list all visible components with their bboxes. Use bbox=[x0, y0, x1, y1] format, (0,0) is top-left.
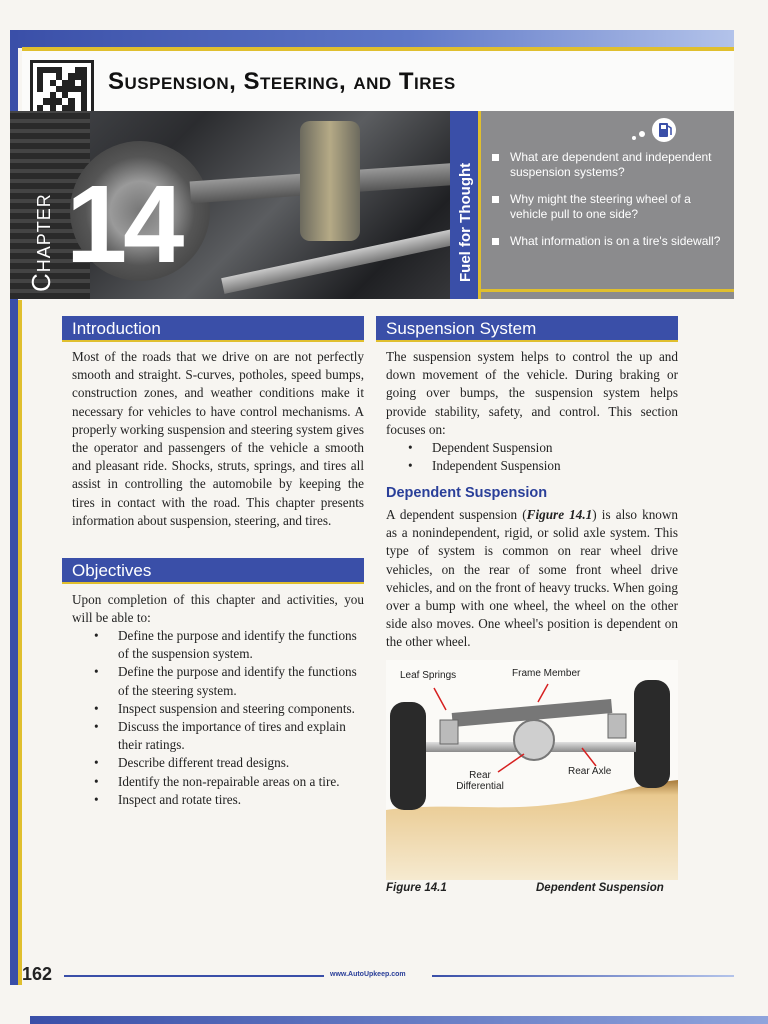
frame-member-arrow bbox=[538, 684, 548, 702]
fuel-pump-thought-icon bbox=[622, 116, 682, 146]
fuel-question bbox=[490, 192, 730, 222]
dependent-suspension-text bbox=[386, 506, 678, 652]
left-tire bbox=[390, 702, 426, 810]
objectives-list bbox=[72, 627, 364, 809]
fuel-for-thought-label: Fuel for Thought bbox=[457, 162, 474, 282]
frame-member-label: Frame Member bbox=[512, 668, 581, 679]
suspension-system-text: The suspension system helps to control the up and down movement of the vehicle. During braking or going over bumps, the suspension system helps provide stability, safety, and control. This section focuses on: bbox=[386, 349, 678, 437]
left-yellow-rule bbox=[18, 300, 22, 985]
fuel-question bbox=[490, 150, 730, 180]
top-blue-bar bbox=[10, 30, 734, 48]
fuel-question bbox=[490, 234, 730, 249]
objective-item: • Define the purpose and identify the functions of the suspension system. bbox=[72, 627, 364, 663]
qr-code-pattern bbox=[37, 67, 87, 117]
figure-reference-link[interactable]: Figure 14.1 bbox=[526, 507, 593, 522]
ground-surface bbox=[386, 780, 678, 880]
footer-url-link[interactable]: www.AutoUpkeep.com bbox=[330, 971, 406, 978]
dependent-text-end: ) is also known as a nonindependent, rigid, or solid axle system. This type of system is common on rear wheel drive vehicles, on the rear of some front wheel drive vehicles, and on the front of heavy trucks. When going over a bump with one wheel, the wheel on the other side also moves. One wheel's position is dependent on the other wheel. bbox=[386, 507, 678, 650]
square-bullet-icon bbox=[492, 154, 499, 161]
fuel-question-text: Why might the steering wheel of a vehicle pull to one side? bbox=[510, 192, 691, 221]
figure-caption-title: Dependent Suspension bbox=[536, 882, 664, 894]
right-tire bbox=[634, 680, 670, 788]
leaf-springs-label: Leaf Springs bbox=[400, 670, 457, 681]
rear-differential-label-line1: Rear bbox=[469, 770, 491, 781]
suspension-system-heading: Suspension System bbox=[376, 316, 678, 342]
figure-caption-number: Figure 14.1 bbox=[386, 882, 447, 894]
objective-item: • Inspect suspension and steering components. bbox=[72, 700, 364, 718]
objective-item: • Inspect and rotate tires. bbox=[72, 791, 364, 809]
chapter-title bbox=[108, 68, 456, 96]
top-yellow-rule bbox=[22, 47, 734, 51]
left-leaf-spring bbox=[440, 720, 458, 744]
objective-item: • Describe different tread designs. bbox=[72, 754, 364, 772]
fuel-question-text: What information is on a tire's sidewall? bbox=[510, 234, 721, 248]
objective-item: • Define the purpose and identify the functions of the steering system. bbox=[72, 663, 364, 699]
right-leaf-spring bbox=[608, 714, 626, 738]
fuel-yellow-rule-horizontal bbox=[478, 289, 734, 292]
dependent-suspension-heading: Dependent Suspension bbox=[386, 485, 548, 501]
footer-rule-right bbox=[432, 975, 734, 977]
chapter-label: Chapter bbox=[26, 193, 56, 292]
fuel-for-thought-questions bbox=[490, 150, 730, 261]
introduction-text: Most of the roads that we drive on are not perfectly smooth and straight. S-curves, potholes, speed bumps, construction zones, and weather conditions make it necessary for vehicles to have control mechanisms. A properly working suspension and steering system gives the operator and passengers of the vehicle a smooth and pleasant ride. Shocks, struts, springs, and tires all assist in controlling the automobile by keeping the tires in contact with the road. This chapter presents information about suspension, steering, and tires. bbox=[72, 349, 364, 528]
figure-dependent-suspension bbox=[386, 660, 678, 880]
square-bullet-icon bbox=[492, 238, 499, 245]
fuel-question-text: What are dependent and independent suspension systems? bbox=[510, 150, 712, 179]
suspension-diagram bbox=[386, 660, 678, 880]
objectives-intro: Upon completion of this chapter and activities, you will be able to: bbox=[72, 592, 364, 626]
objective-item: • Identify the non-repairable areas on a tire. bbox=[72, 773, 364, 791]
square-bullet-icon bbox=[492, 196, 499, 203]
rear-differential-label-line2: Differential bbox=[456, 781, 504, 792]
rear-axle-label: Rear Axle bbox=[568, 766, 612, 777]
objective-item: • Discuss the importance of tires and explain their ratings. bbox=[72, 718, 364, 754]
bottom-blue-bar bbox=[30, 1016, 768, 1024]
chapter-title-text: Suspension, Steering, and Tires bbox=[108, 68, 456, 95]
focus-item: • Independent Suspension bbox=[386, 457, 678, 475]
objectives-heading: Objectives bbox=[62, 558, 364, 584]
suspension-focus-list bbox=[386, 439, 678, 475]
rear-differential-label bbox=[450, 770, 510, 792]
photo-strut bbox=[300, 121, 360, 241]
footer-rule-left bbox=[64, 975, 324, 977]
focus-item: • Dependent Suspension bbox=[386, 439, 678, 457]
page-number: 162 bbox=[22, 964, 53, 984]
rear-differential bbox=[514, 720, 554, 760]
chapter-number: 14 bbox=[66, 163, 181, 286]
introduction-heading: Introduction bbox=[62, 316, 364, 342]
fuel-yellow-rule-vertical bbox=[478, 111, 481, 299]
leaf-springs-arrow bbox=[434, 688, 446, 710]
dependent-text-start: A dependent suspension ( bbox=[386, 507, 527, 522]
